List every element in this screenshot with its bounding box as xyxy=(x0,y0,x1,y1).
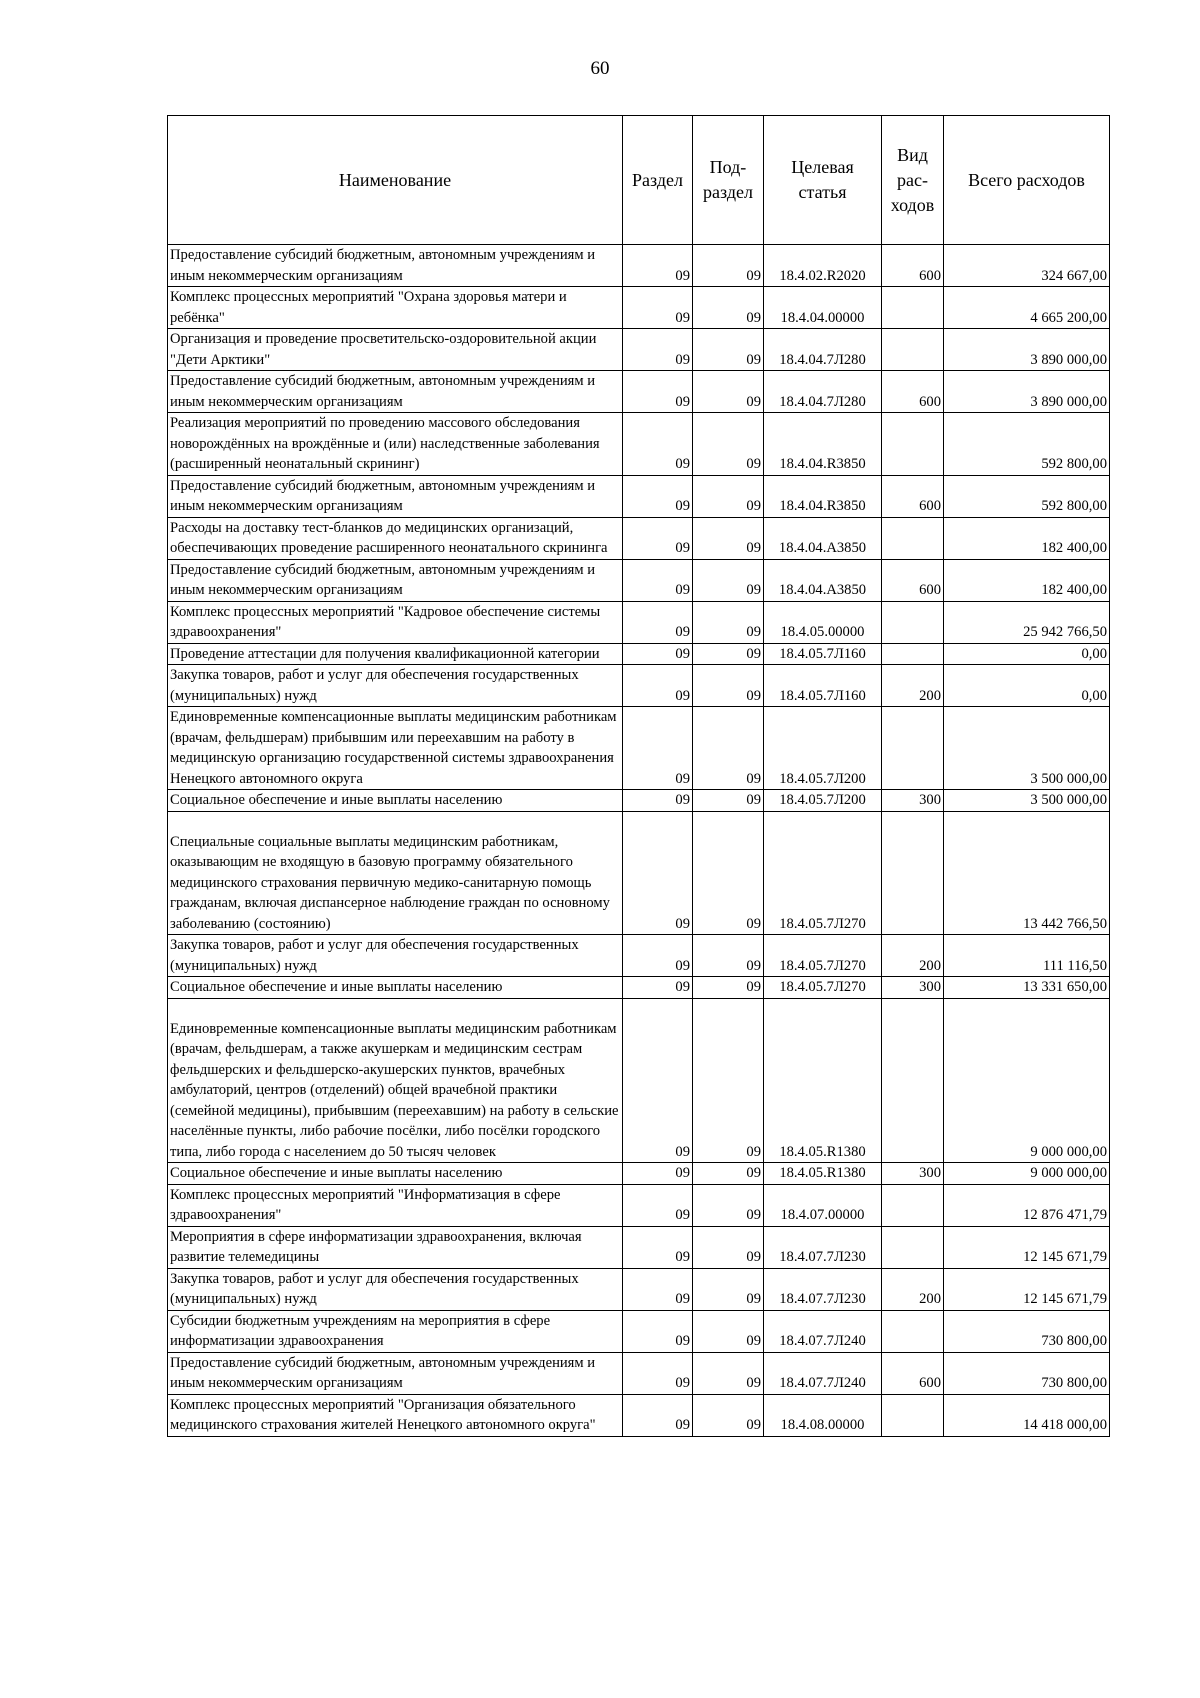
row-name: Комплекс процессных мероприятий "Информатизация в сфере здравоохранения" xyxy=(168,1184,623,1226)
row-target: 18.4.07.7Л240 xyxy=(764,1310,882,1352)
table-row xyxy=(168,287,1110,329)
row-section: 09 xyxy=(623,1352,693,1394)
row-section: 09 xyxy=(623,707,693,790)
row-section: 09 xyxy=(623,287,693,329)
row-section: 09 xyxy=(623,1268,693,1310)
row-total: 592 800,00 xyxy=(944,475,1110,517)
row-subsection: 09 xyxy=(693,517,764,559)
table-row xyxy=(168,1226,1110,1268)
row-subsection: 09 xyxy=(693,998,764,1163)
row-total: 592 800,00 xyxy=(944,413,1110,476)
row-kind xyxy=(882,811,944,935)
row-name: Мероприятия в сфере информатизации здравоохранения, включая развитие телемедицины xyxy=(168,1226,623,1268)
row-section: 09 xyxy=(623,665,693,707)
table-row xyxy=(168,475,1110,517)
row-kind xyxy=(882,707,944,790)
row-name: Предоставление субсидий бюджетным, автономным учреждениям и иным некоммерческим организациям xyxy=(168,371,623,413)
row-section: 09 xyxy=(623,998,693,1163)
table-row xyxy=(168,1163,1110,1185)
row-subsection: 09 xyxy=(693,413,764,476)
row-section: 09 xyxy=(623,329,693,371)
row-subsection: 09 xyxy=(693,1226,764,1268)
row-name: Предоставление субсидий бюджетным, автономным учреждениям и иным некоммерческим организациям xyxy=(168,559,623,601)
row-name: Закупка товаров, работ и услуг для обеспечения государственных (муниципальных) нужд xyxy=(168,935,623,977)
row-subsection: 09 xyxy=(693,790,764,812)
table-row xyxy=(168,329,1110,371)
row-section: 09 xyxy=(623,790,693,812)
table-row xyxy=(168,707,1110,790)
row-name: Единовременные компенсационные выплаты медицинским работникам (врачам, фельдшерам) прибывшим или переехавшим на работу в медицинскую организацию государственной системы здравоохранения Ненецкого автономного округа xyxy=(168,707,623,790)
row-total: 3 500 000,00 xyxy=(944,707,1110,790)
table-row xyxy=(168,977,1110,999)
row-section: 09 xyxy=(623,559,693,601)
row-kind: 300 xyxy=(882,1163,944,1185)
row-target: 18.4.08.00000 xyxy=(764,1394,882,1436)
row-subsection: 09 xyxy=(693,707,764,790)
row-subsection: 09 xyxy=(693,665,764,707)
row-kind xyxy=(882,517,944,559)
row-kind xyxy=(882,1226,944,1268)
row-total: 14 418 000,00 xyxy=(944,1394,1110,1436)
row-target: 18.4.05.7Л200 xyxy=(764,707,882,790)
row-kind: 600 xyxy=(882,475,944,517)
row-subsection: 09 xyxy=(693,643,764,665)
row-kind: 600 xyxy=(882,245,944,287)
header-subsection: Под- раздел xyxy=(693,116,764,245)
row-total: 13 442 766,50 xyxy=(944,811,1110,935)
table-row xyxy=(168,1352,1110,1394)
row-total: 4 665 200,00 xyxy=(944,287,1110,329)
table-row xyxy=(168,517,1110,559)
row-name: Предоставление субсидий бюджетным, автономным учреждениям и иным некоммерческим организациям xyxy=(168,1352,623,1394)
table-row xyxy=(168,935,1110,977)
row-target: 18.4.04.00000 xyxy=(764,287,882,329)
row-section: 09 xyxy=(623,643,693,665)
row-subsection: 09 xyxy=(693,245,764,287)
row-kind xyxy=(882,601,944,643)
row-name: Специальные социальные выплаты медицинским работникам, оказывающим не входящую в базовую программу обязательного медицинского страхования первичную медико-санитарную помощь гражданам, включая диспансерное наблюдение граждан по основному заболеванию (состоянию) xyxy=(168,811,623,935)
row-name: Комплекс процессных мероприятий "Кадровое обеспечение системы здравоохранения" xyxy=(168,601,623,643)
row-target: 18.4.04.А3850 xyxy=(764,517,882,559)
row-name: Расходы на доставку тест-бланков до медицинских организаций, обеспечивающих проведение расширенного неонатального скрининга xyxy=(168,517,623,559)
row-name: Социальное обеспечение и иные выплаты населению xyxy=(168,1163,623,1185)
row-section: 09 xyxy=(623,1184,693,1226)
table-row xyxy=(168,601,1110,643)
row-section: 09 xyxy=(623,1226,693,1268)
row-section: 09 xyxy=(623,245,693,287)
row-subsection: 09 xyxy=(693,559,764,601)
row-target: 18.4.05.7Л270 xyxy=(764,977,882,999)
row-target: 18.4.04.7Л280 xyxy=(764,329,882,371)
row-name: Социальное обеспечение и иные выплаты населению xyxy=(168,790,623,812)
row-subsection: 09 xyxy=(693,1163,764,1185)
row-kind: 200 xyxy=(882,935,944,977)
row-target: 18.4.07.00000 xyxy=(764,1184,882,1226)
row-kind: 200 xyxy=(882,1268,944,1310)
budget-table xyxy=(167,115,1110,1437)
page-number: 60 xyxy=(590,58,610,79)
row-name: Закупка товаров, работ и услуг для обеспечения государственных (муниципальных) нужд xyxy=(168,665,623,707)
row-name: Комплекс процессных мероприятий "Организация обязательного медицинского страхования жителей Ненецкого автономного округа" xyxy=(168,1394,623,1436)
row-total: 324 667,00 xyxy=(944,245,1110,287)
row-section: 09 xyxy=(623,517,693,559)
table-row xyxy=(168,811,1110,935)
row-total: 730 800,00 xyxy=(944,1310,1110,1352)
row-name: Субсидии бюджетным учреждениям на мероприятия в сфере информатизации здравоохранения xyxy=(168,1310,623,1352)
row-name: Проведение аттестации для получения квалификационной категории xyxy=(168,643,623,665)
row-target: 18.4.07.7Л230 xyxy=(764,1268,882,1310)
row-kind: 300 xyxy=(882,790,944,812)
row-total: 12 876 471,79 xyxy=(944,1184,1110,1226)
row-total: 12 145 671,79 xyxy=(944,1268,1110,1310)
row-kind: 600 xyxy=(882,1352,944,1394)
row-target: 18.4.05.7Л160 xyxy=(764,665,882,707)
row-target: 18.4.04.А3850 xyxy=(764,559,882,601)
header-target: Целевая статья xyxy=(764,116,882,245)
row-kind xyxy=(882,329,944,371)
row-total: 182 400,00 xyxy=(944,517,1110,559)
row-subsection: 09 xyxy=(693,1268,764,1310)
row-total: 3 500 000,00 xyxy=(944,790,1110,812)
table-row xyxy=(168,1268,1110,1310)
table-row xyxy=(168,559,1110,601)
row-kind xyxy=(882,998,944,1163)
row-section: 09 xyxy=(623,977,693,999)
table-header-row xyxy=(168,116,1110,245)
row-section: 09 xyxy=(623,413,693,476)
table-row xyxy=(168,998,1110,1163)
table-row xyxy=(168,1310,1110,1352)
row-section: 09 xyxy=(623,935,693,977)
table-row xyxy=(168,413,1110,476)
header-section: Раздел xyxy=(623,116,693,245)
row-target: 18.4.05.R1380 xyxy=(764,1163,882,1185)
row-kind: 600 xyxy=(882,559,944,601)
row-name: Комплекс процессных мероприятий "Охрана здоровья матери и ребёнка" xyxy=(168,287,623,329)
row-total: 25 942 766,50 xyxy=(944,601,1110,643)
row-total: 182 400,00 xyxy=(944,559,1110,601)
row-subsection: 09 xyxy=(693,329,764,371)
row-target: 18.4.05.7Л270 xyxy=(764,935,882,977)
row-section: 09 xyxy=(623,811,693,935)
row-name: Предоставление субсидий бюджетным, автономным учреждениям и иным некоммерческим организациям xyxy=(168,245,623,287)
row-target: 18.4.07.7Л240 xyxy=(764,1352,882,1394)
table-row xyxy=(168,665,1110,707)
row-target: 18.4.04.7Л280 xyxy=(764,371,882,413)
table-row xyxy=(168,245,1110,287)
row-kind: 600 xyxy=(882,371,944,413)
row-section: 09 xyxy=(623,371,693,413)
row-subsection: 09 xyxy=(693,811,764,935)
row-section: 09 xyxy=(623,1163,693,1185)
header-total: Всего расходов xyxy=(944,116,1110,245)
row-target: 18.4.05.R1380 xyxy=(764,998,882,1163)
row-kind xyxy=(882,287,944,329)
row-subsection: 09 xyxy=(693,287,764,329)
row-total: 9 000 000,00 xyxy=(944,1163,1110,1185)
table-row xyxy=(168,643,1110,665)
table-row xyxy=(168,790,1110,812)
row-target: 18.4.04.R3850 xyxy=(764,475,882,517)
row-total: 9 000 000,00 xyxy=(944,998,1110,1163)
row-target: 18.4.04.R3850 xyxy=(764,413,882,476)
header-kind: Вид рас- ходов xyxy=(882,116,944,245)
row-name: Реализация мероприятий по проведению массового обследования новорождённых на врождённые и (или) наследственные заболевания (расширенный неонатальный скрининг) xyxy=(168,413,623,476)
row-subsection: 09 xyxy=(693,371,764,413)
row-subsection: 09 xyxy=(693,1394,764,1436)
table-row xyxy=(168,1184,1110,1226)
row-section: 09 xyxy=(623,475,693,517)
row-total: 13 331 650,00 xyxy=(944,977,1110,999)
row-total: 0,00 xyxy=(944,643,1110,665)
row-subsection: 09 xyxy=(693,977,764,999)
row-target: 18.4.05.7Л200 xyxy=(764,790,882,812)
row-name: Закупка товаров, работ и услуг для обеспечения государственных (муниципальных) нужд xyxy=(168,1268,623,1310)
row-kind xyxy=(882,1184,944,1226)
row-kind xyxy=(882,413,944,476)
row-kind: 300 xyxy=(882,977,944,999)
row-total: 3 890 000,00 xyxy=(944,329,1110,371)
row-target: 18.4.05.7Л160 xyxy=(764,643,882,665)
row-name: Социальное обеспечение и иные выплаты населению xyxy=(168,977,623,999)
row-target: 18.4.02.R2020 xyxy=(764,245,882,287)
row-total: 111 116,50 xyxy=(944,935,1110,977)
row-name: Организация и проведение просветительско-оздоровительной акции "Дети Арктики" xyxy=(168,329,623,371)
table-row xyxy=(168,1394,1110,1436)
row-target: 18.4.07.7Л230 xyxy=(764,1226,882,1268)
row-name: Единовременные компенсационные выплаты медицинским работникам (врачам, фельдшерам, а также акушеркам и медицинским сестрам фельдшерских и фельдшерско-акушерских пунктов, врачебных амбулаторий, центров (отделений) общей врачебной практики (семейной медицины), прибывшим (переехавшим) на работу в сельские населённые пункты, либо рабочие посёлки, либо посёлки городского типа, либо города с населением до 50 тысяч человек xyxy=(168,998,623,1163)
row-subsection: 09 xyxy=(693,1352,764,1394)
row-total: 0,00 xyxy=(944,665,1110,707)
row-target: 18.4.05.00000 xyxy=(764,601,882,643)
row-total: 12 145 671,79 xyxy=(944,1226,1110,1268)
row-section: 09 xyxy=(623,1394,693,1436)
row-name: Предоставление субсидий бюджетным, автономным учреждениям и иным некоммерческим организациям xyxy=(168,475,623,517)
row-subsection: 09 xyxy=(693,475,764,517)
row-subsection: 09 xyxy=(693,601,764,643)
row-kind: 200 xyxy=(882,665,944,707)
row-section: 09 xyxy=(623,601,693,643)
row-subsection: 09 xyxy=(693,1310,764,1352)
row-total: 3 890 000,00 xyxy=(944,371,1110,413)
row-total: 730 800,00 xyxy=(944,1352,1110,1394)
row-subsection: 09 xyxy=(693,1184,764,1226)
row-kind xyxy=(882,1394,944,1436)
header-name: Наименование xyxy=(168,116,623,245)
row-subsection: 09 xyxy=(693,935,764,977)
row-kind xyxy=(882,1310,944,1352)
row-kind xyxy=(882,643,944,665)
table-row xyxy=(168,371,1110,413)
row-target: 18.4.05.7Л270 xyxy=(764,811,882,935)
row-section: 09 xyxy=(623,1310,693,1352)
